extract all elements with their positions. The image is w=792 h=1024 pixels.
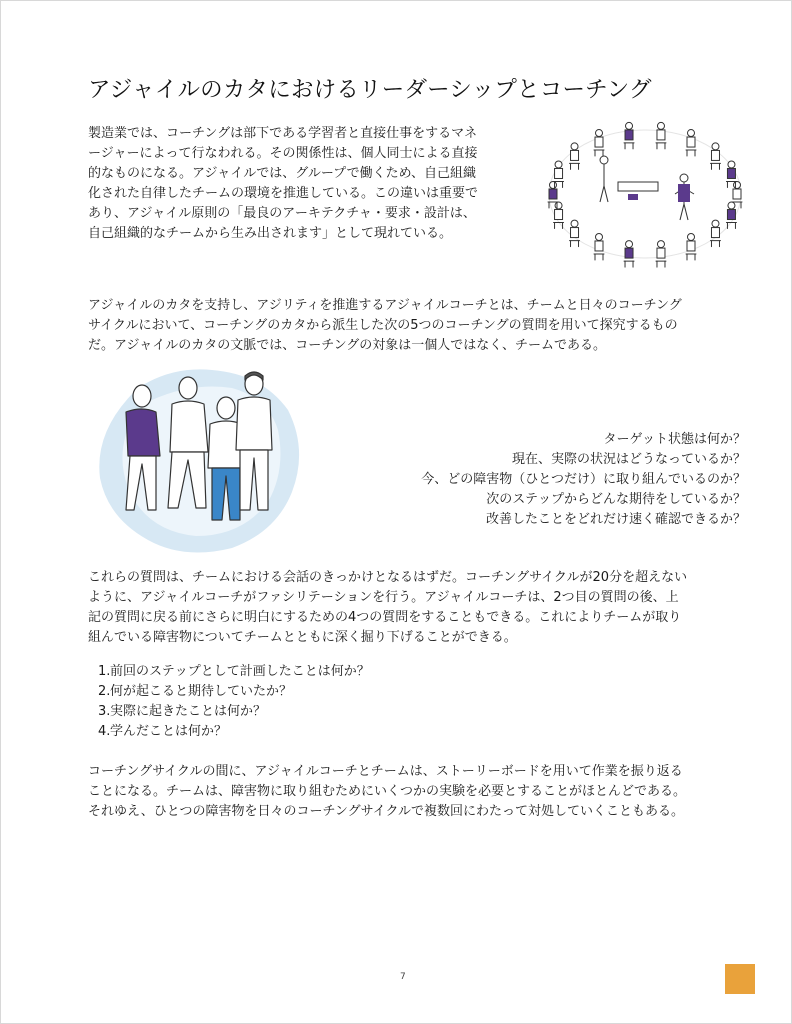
- page-title: アジャイルのカタにおけるリーダーシップとコーチング: [88, 77, 652, 103]
- storyboard-paragraph: [88, 762, 752, 822]
- numbered-question: [98, 682, 370, 702]
- seated-person: [624, 241, 634, 268]
- corner-accent-square: [725, 964, 755, 994]
- seated-person: [656, 241, 666, 268]
- seated-person: [686, 233, 696, 260]
- question-text: 実際に起きたことは何か？: [110, 704, 267, 719]
- seated-person: [656, 122, 666, 148]
- numbered-question: [98, 662, 370, 682]
- question-number: 4.: [98, 724, 111, 739]
- text-line: コーチングサイクルの間に、アジャイルコーチとチームは、ストーリーボードを用いて作業を振り返る: [88, 764, 683, 779]
- coaching-questions-list: [421, 430, 746, 530]
- coaching-question: 次のステップからどんな期待をしているか？: [486, 492, 746, 507]
- seated-person: [554, 161, 564, 188]
- text-line: ことになる。チームは、障害物に取り組むためにいくつかの実験を必要とすることがほとんどである。: [88, 784, 687, 799]
- coach-paragraph: [88, 296, 752, 356]
- coaching-question: 改善したことをどれだけ速く確認できるか？: [485, 512, 746, 527]
- seated-person: [726, 202, 736, 229]
- seated-person: [594, 130, 604, 157]
- seated-person: [548, 182, 558, 209]
- coaching-question: ターゲット状態は何か？: [603, 432, 746, 447]
- numbered-question: [98, 722, 370, 742]
- text-line: これらの質問は、チームにおける会話のきっかけとなるはずだ。コーチングサイクルが20分を超えない: [88, 570, 688, 585]
- question-text: 前回のステップとして計画したことは何か？: [110, 664, 370, 679]
- team-discussion-illustration: [92, 360, 306, 556]
- seated-person: [554, 202, 564, 229]
- conversation-paragraph: [88, 568, 752, 648]
- text-line: サイクルにおいて、コーチングのカタから派生した次の5つのコーチングの質問を用いて探究するもの: [88, 318, 678, 333]
- seated-person: [570, 220, 580, 247]
- intro-paragraph: [88, 124, 528, 244]
- text-line: それゆえ、ひとつの障害物を日々のコーチングサイクルで複数回にわたって対処していくこともある。: [88, 804, 685, 819]
- numbered-questions-list: [98, 662, 370, 742]
- text-line: 自己組織的なチームから生み出されます」として現れている。: [88, 226, 453, 241]
- text-line: ように、アジャイルコーチがファシリテーションを行う。アジャイルコーチは、2つ目の質問の後、上: [88, 590, 679, 605]
- text-line: アジャイルのカタを支持し、アジリティを推進するアジャイルコーチとは、チームと日々のコーチング: [88, 298, 682, 313]
- question-text: 何が起こると期待していたか？: [110, 684, 293, 699]
- seated-person: [594, 233, 604, 260]
- question-number: 2.: [98, 684, 111, 699]
- coaching-question: 今、どの障害物（ひとつだけ）に取り組んでいるのか？: [421, 472, 746, 487]
- text-line: 記の質問に戻る前にさらに明白にするための4つの質問をすることもできる。これによりチームが取り: [88, 610, 682, 625]
- seated-person: [686, 130, 696, 157]
- text-line: だ。アジャイルのカタの文脈では、コーチングの対象は一個人ではなく、チームである。: [88, 338, 607, 353]
- numbered-question: [98, 702, 370, 722]
- seated-person: [710, 220, 720, 247]
- text-line: 製造業では、コーチングは部下である学習者と直接仕事をするマネ: [88, 126, 478, 141]
- seated-person: [726, 161, 736, 188]
- seated-person: [570, 143, 580, 170]
- question-text: 学んだことは何か？: [110, 724, 228, 739]
- text-line: 的なものになる。アジャイルでは、グループで働くため、自己組織: [88, 166, 477, 181]
- text-line: あり、アジャイル原則の「最良のアーキテクチャ・要求・設計は、: [88, 206, 476, 221]
- coaching-question: 現在、実際の状況はどうなっているか？: [511, 452, 746, 467]
- page-number: 7: [400, 972, 406, 982]
- text-line: 化された自律したチームの環境を推進している。この違いは重要で: [88, 186, 479, 201]
- seated-person: [624, 122, 634, 148]
- seated-person: [710, 143, 720, 170]
- text-line: ージャーによって行なわれる。その関係性は、個人同士による直接: [88, 146, 478, 161]
- question-number: 1.: [98, 664, 111, 679]
- text-line: 組んでいる障害物についてチームとともに深く掘り下げることができる。: [88, 630, 517, 645]
- question-number: 3.: [98, 704, 111, 719]
- people-circle-illustration: [534, 108, 756, 276]
